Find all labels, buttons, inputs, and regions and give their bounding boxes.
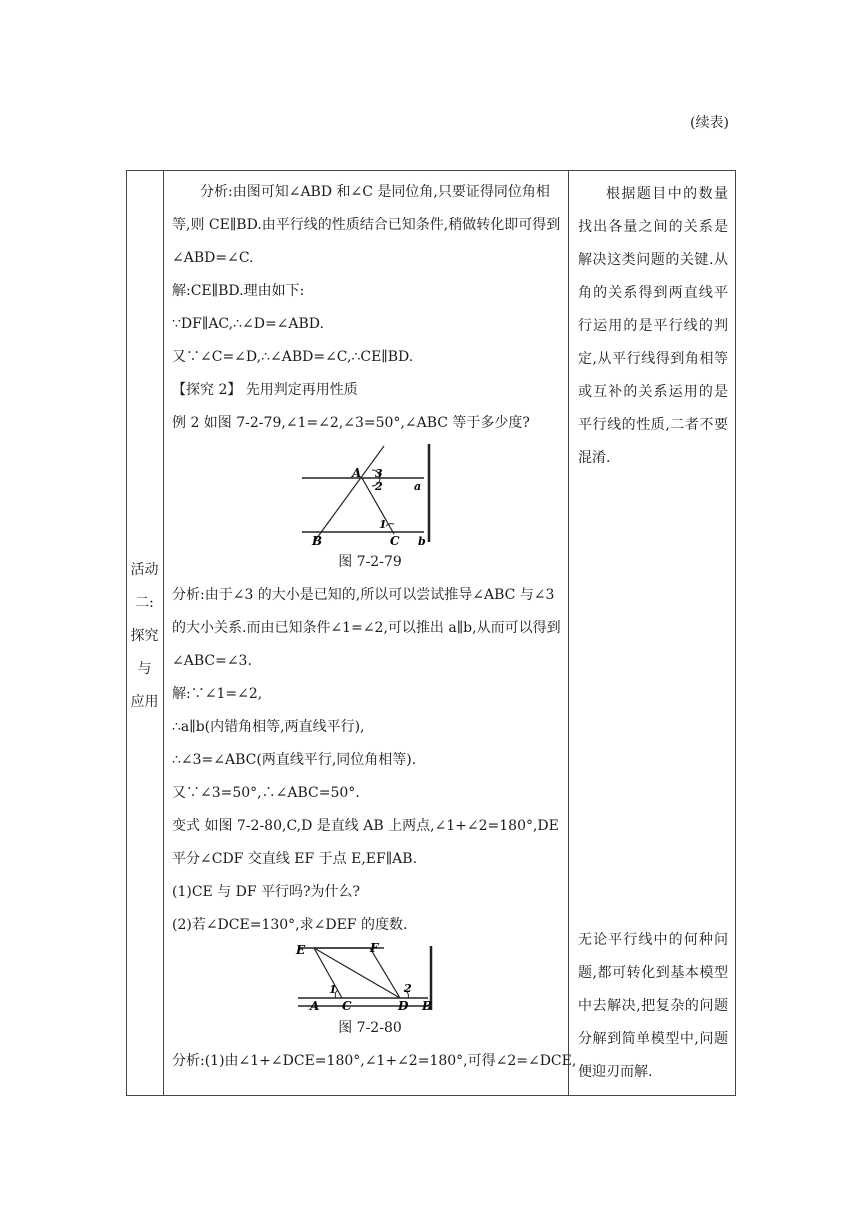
fig2-label-f: F [370, 942, 379, 955]
fig1-label-b: B [312, 534, 323, 546]
figure-7-2-79 [172, 440, 568, 546]
solution-1-step-1: ∵DF∥AC,∴∠D=∠ABD. [172, 316, 324, 332]
explore-2-heading: 【探究 2】 先用判定再用性质 [172, 382, 358, 398]
solution-2-step-1: ∴a∥b(内错角相等,两直线平行), [172, 719, 365, 735]
fig1-label-1: 1 [379, 518, 387, 531]
fig1-label-a: A [352, 466, 362, 480]
analysis-1: 分析:由图可知∠ABD 和∠C 是同位角,只要证得同位角相等,则 CE∥BD.由平行线的性质结合已知条件,稍做转化即可得到∠ABD=∠C. [172, 184, 561, 266]
fig1-label-3: 3 [375, 467, 383, 480]
fig1-label-line-b: b [418, 535, 426, 546]
variant: 变式 如图 7-2-80,C,D 是直线 AB 上两点,∠1+∠2=180°,DE 平分∠CDF 交直线 EF 于点 E,EF∥AB. [172, 818, 559, 867]
question-1: (1)CE 与 DF 平行吗?为什么? [172, 884, 361, 900]
analysis-2: 分析:由于∠3 的大小是已知的,所以可以尝试推导∠ABC 与∠3 的大小关系.而由已知条件∠1=∠2,可以推出 a∥b,从而可以得到∠ABC=∠3. [172, 587, 561, 669]
fig1-label-line-a: a [414, 480, 422, 493]
side-note-1: 根据题目中的数量找出各量之间的关系是解决这类问题的关键.从角的关系得到两直线平行运用的是平行线的判定,从平行线得到角相等或互补的关系运用的是平行线的性质,二者不要混淆. [578, 186, 728, 466]
fig2-label-a: A [310, 999, 320, 1012]
fig2-label-1: 1 [329, 983, 337, 996]
figure-7-2-80-caption: 图 7-2-80 [338, 1020, 402, 1036]
fig2-label-2: 2 [404, 982, 412, 995]
fig2-label-e: E [296, 943, 306, 957]
fig1-label-c: C [390, 534, 400, 546]
solution-2-step-3: 又∵∠3=50°,∴∠ABC=50°. [172, 785, 360, 801]
figure-7-2-80 [172, 942, 568, 1012]
section-label: 活动 二: 探究 与 应用 [130, 562, 159, 710]
solution-2: 解:∵∠1=∠2, [172, 686, 263, 702]
question-2: (2)若∠DCE=130°,求∠DEF 的度数. [172, 917, 408, 933]
continued-label: (续表) [690, 115, 729, 131]
analysis-3: 分析:(1)由∠1+∠DCE=180°,∠1+∠2=180°,可得∠2=∠DCE, [172, 1053, 577, 1069]
example-2: 例 2 如图 7-2-79,∠1=∠2,∠3=50°,∠ABC 等于多少度? [172, 415, 530, 431]
fig1-label-2: 2 [375, 480, 383, 493]
side-note-2: 无论平行线中的何种问题,都可转化到基本模型中去解决,把复杂的问题分解到简单模型中,问题便迎刃而解. [578, 932, 728, 1080]
solution-2-step-2: ∴∠3=∠ABC(两直线平行,同位角相等). [172, 752, 417, 768]
fig2-label-c: C [342, 999, 352, 1012]
fig2-label-d: D [398, 999, 409, 1012]
figure-7-2-79-caption: 图 7-2-79 [338, 554, 402, 570]
fig2-label-b: B [422, 999, 433, 1012]
solution-1: 解:CE∥BD.理由如下: [172, 283, 305, 299]
content-column [172, 176, 577, 1078]
solution-1-step-2: 又∵∠C=∠D,∴∠ABD=∠C,∴CE∥BD. [172, 349, 414, 365]
